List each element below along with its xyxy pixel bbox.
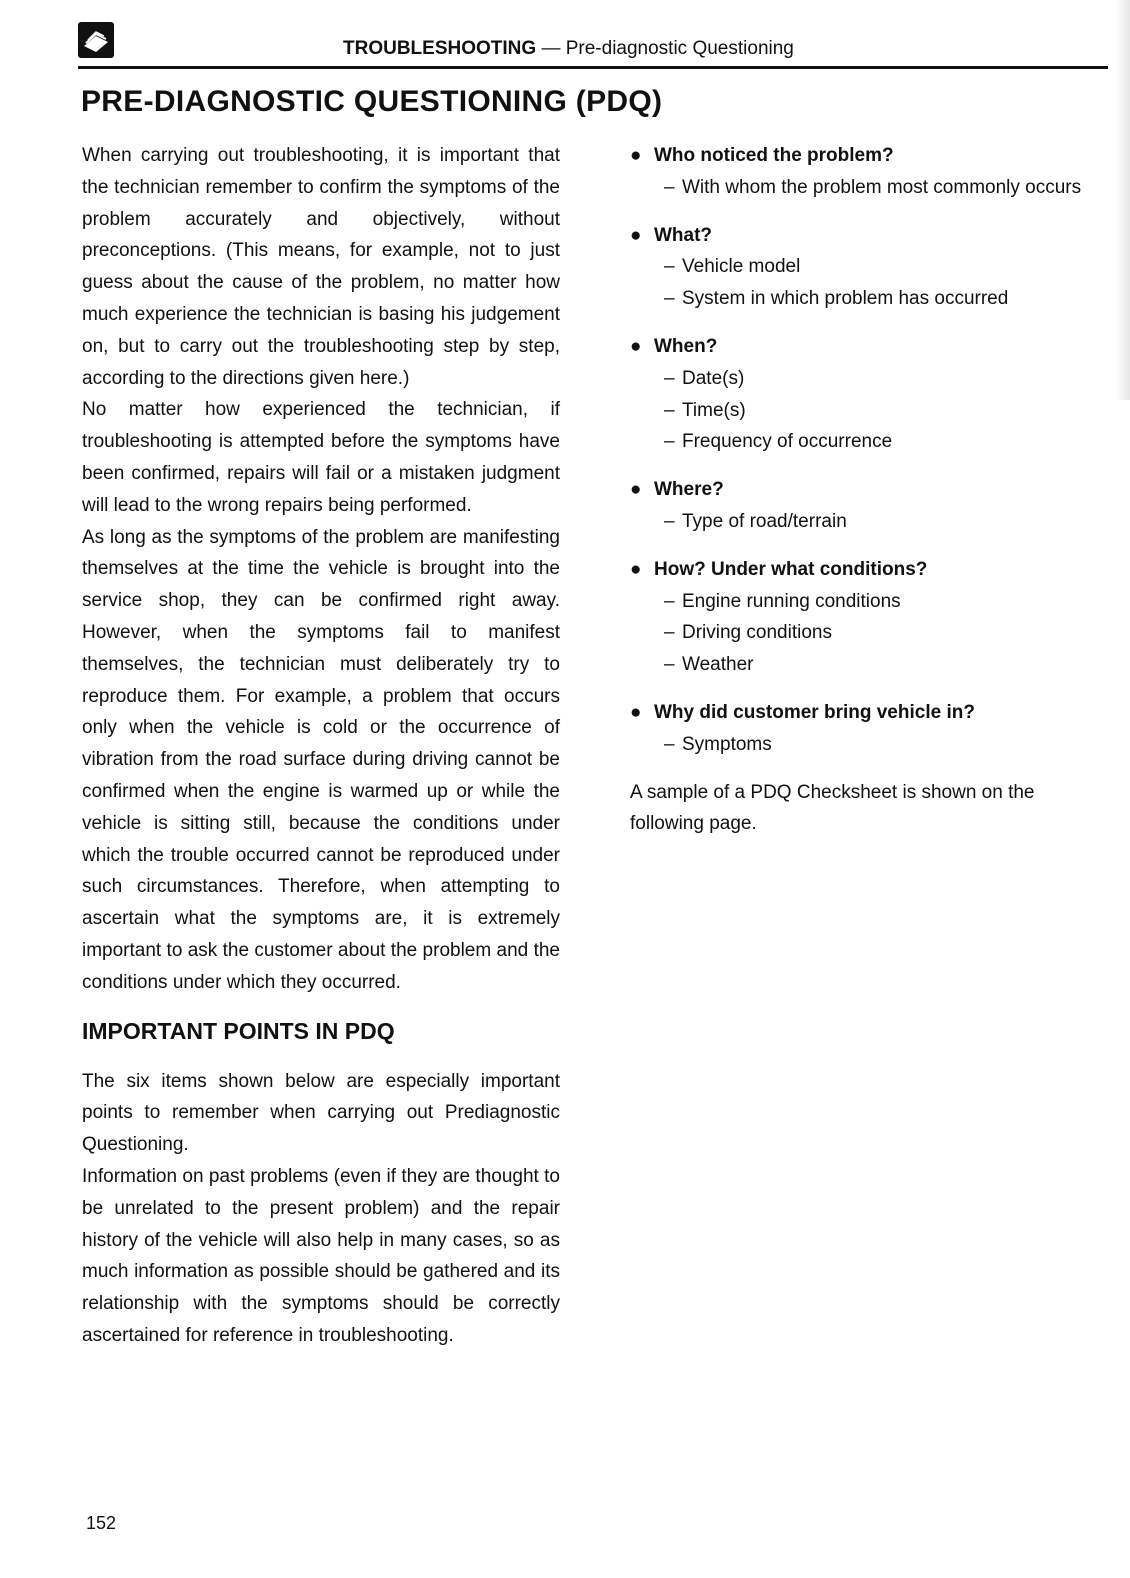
header-subsection: Pre-diagnostic Questioning bbox=[565, 38, 794, 59]
pdq-detail-text: Vehicle model bbox=[682, 256, 801, 278]
intro-paragraph-2: No matter how experienced the technician, if troubleshooting is attempted before the symptoms have been confirmed, repairs will fail or a mistaken judgment will lead to the wrong repairs being performed. bbox=[82, 399, 560, 516]
closing-note: A sample of a PDQ Checksheet is shown on the following page. bbox=[630, 781, 1035, 835]
pdq-question-text: How? Under what conditions? bbox=[654, 558, 928, 580]
pdq-detail-text: With whom the problem most commonly occurs bbox=[682, 176, 1082, 198]
page-number: 152 bbox=[86, 1513, 117, 1533]
bullet-icon: ● bbox=[630, 558, 642, 580]
pdq-detail-list bbox=[630, 172, 1108, 204]
bullet-icon: ● bbox=[630, 479, 642, 501]
pdq-detail bbox=[664, 586, 1108, 618]
page-title: PRE-DIAGNOSTIC QUESTIONING (PDQ) bbox=[81, 85, 663, 118]
bullet-icon: ● bbox=[630, 701, 642, 723]
dash-icon: – bbox=[664, 288, 675, 310]
pdq-detail bbox=[664, 172, 1108, 204]
pdq-detail-text: Engine running conditions bbox=[682, 590, 901, 612]
pdq-item-who bbox=[630, 140, 1108, 204]
page-edge-shadow bbox=[1116, 0, 1130, 400]
header-section: TROUBLESHOOTING bbox=[343, 38, 537, 59]
dash-icon: – bbox=[664, 622, 675, 644]
dash-icon: – bbox=[664, 510, 675, 532]
section-heading: IMPORTANT POINTS IN PDQ bbox=[82, 1017, 395, 1044]
bullet-icon: ● bbox=[630, 335, 642, 357]
pdq-question-text: Why did customer bring vehicle in? bbox=[654, 701, 975, 723]
pdq-detail bbox=[664, 426, 1108, 458]
dash-icon: – bbox=[664, 431, 675, 453]
dash-icon: – bbox=[664, 654, 675, 676]
pdq-question-text: Who noticed the problem? bbox=[654, 145, 894, 166]
pdq-question bbox=[630, 697, 1108, 729]
pdq-item-when bbox=[630, 331, 1108, 458]
header-rule bbox=[78, 66, 1108, 69]
pdq-detail bbox=[664, 395, 1108, 427]
pdq-detail bbox=[664, 251, 1108, 283]
pdq-question-text: What? bbox=[654, 224, 713, 246]
dash-icon: – bbox=[664, 367, 675, 389]
pdq-question bbox=[630, 331, 1108, 363]
pdq-detail-text: Date(s) bbox=[682, 367, 745, 389]
dash-icon: – bbox=[664, 176, 675, 198]
pdq-detail bbox=[664, 617, 1108, 649]
dash-icon: – bbox=[664, 399, 675, 421]
pdq-question-text: When? bbox=[654, 335, 718, 357]
pdq-item-where bbox=[630, 474, 1108, 538]
pdq-detail-list bbox=[630, 586, 1108, 681]
intro-paragraph-1: When carrying out troubleshooting, it is important that the technician remember to confirm the symptoms of the problem accurately and objectively, without preconceptions. (This means, for example, not to just guess about the cause of the problem, no matter how much experience the technician is basing his judgement on, but to carry out the troubleshooting step by step, according to the directions given here.) bbox=[82, 145, 560, 389]
pdq-detail bbox=[664, 729, 1108, 761]
bullet-icon: ● bbox=[630, 145, 642, 166]
manual-book-icon bbox=[78, 22, 114, 58]
pdq-detail-text: Symptoms bbox=[682, 733, 772, 755]
pdq-detail bbox=[664, 363, 1108, 395]
pdq-detail-text: Driving conditions bbox=[682, 622, 832, 644]
pdq-detail bbox=[664, 506, 1108, 538]
points-paragraph-2: Information on past problems (even if they are thought to be unrelated to the present problem) and the repair history of the vehicle will also help in many cases, so as much information as possible should be gathered and its relationship with the symptoms should be correctly ascertained for reference in troubleshooting. bbox=[82, 1165, 560, 1346]
pdq-question bbox=[630, 474, 1108, 506]
pdq-detail-list bbox=[630, 506, 1108, 538]
dash-icon: – bbox=[664, 590, 675, 612]
pdq-detail-text: System in which problem has occurred bbox=[682, 288, 1009, 310]
left-column bbox=[82, 140, 560, 1352]
pdq-question bbox=[630, 220, 1108, 252]
pdq-detail-list bbox=[630, 729, 1108, 761]
pdq-item-why bbox=[630, 697, 1108, 761]
pdq-question bbox=[630, 140, 1108, 172]
right-column bbox=[630, 140, 1108, 840]
pdq-item-what bbox=[630, 220, 1108, 315]
header-separator: — bbox=[536, 38, 566, 59]
pdq-question-text: Where? bbox=[654, 479, 724, 501]
pdq-detail-list bbox=[630, 251, 1108, 315]
dash-icon: – bbox=[664, 256, 675, 278]
pdq-detail-text: Frequency of occurrence bbox=[682, 431, 893, 453]
pdq-question bbox=[630, 554, 1108, 586]
pdq-detail-text: Type of road/terrain bbox=[682, 510, 847, 532]
pdq-detail bbox=[664, 283, 1108, 315]
running-header bbox=[343, 38, 794, 60]
pdq-detail bbox=[664, 649, 1108, 681]
bullet-icon: ● bbox=[630, 224, 642, 246]
dash-icon: – bbox=[664, 733, 675, 755]
pdq-detail-text: Weather bbox=[682, 654, 754, 676]
pdq-item-how bbox=[630, 554, 1108, 681]
pdq-detail-list bbox=[630, 363, 1108, 458]
points-paragraph-1: The six items shown below are especially important points to remember when carrying out Prediagnostic Questioning. bbox=[82, 1070, 560, 1156]
pdq-detail-text: Time(s) bbox=[682, 399, 746, 421]
intro-paragraph-3: As long as the symptoms of the problem are manifesting themselves at the time the vehicle is brought into the service shop, they can be confirmed right away. However, when the symptoms fail to manifest themselves, the technician must deliberately try to reproduce them. For example, a problem that occurs only when the vehicle is cold or the occurrence of vibration from the road surface during driving cannot be confirmed when the engine is warmed up or while the vehicle is sitting still, because the conditions under which the trouble occurred cannot be reproduced under such circumstances. Therefore, when attempting to ascertain what the symptoms are, it is extremely important to ask the customer about the problem and the conditions under which they occurred. bbox=[82, 526, 560, 993]
